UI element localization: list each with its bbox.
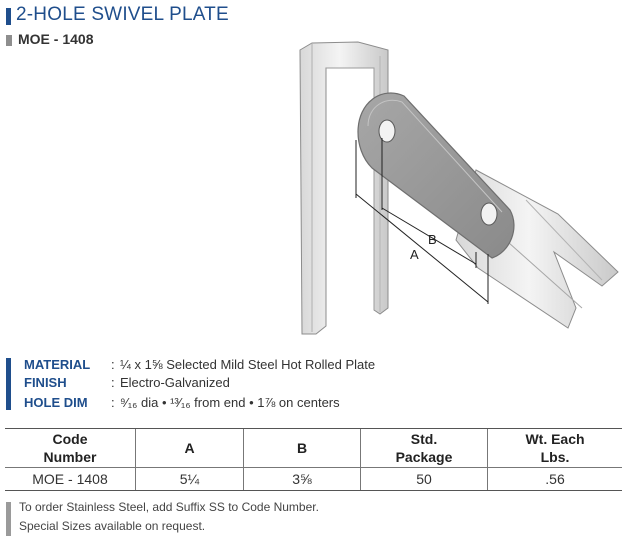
header-a bbox=[136, 429, 244, 468]
page-title: 2-HOLE SWIVEL PLATE bbox=[16, 4, 229, 25]
header-std-package bbox=[361, 429, 488, 468]
notes-accent-bar bbox=[6, 502, 11, 536]
vertical-channel-shape bbox=[300, 42, 388, 334]
cell-std-package: 50 bbox=[361, 468, 488, 491]
spec-colon: : bbox=[111, 395, 115, 410]
cell-weight: .56 bbox=[488, 468, 623, 491]
cell-a: 5¼ bbox=[136, 468, 244, 491]
spec-value: Electro-Galvanized bbox=[120, 375, 230, 390]
header-line: Package bbox=[395, 449, 453, 465]
header-line: Number bbox=[43, 449, 97, 465]
cell-b: 3⅝ bbox=[244, 468, 361, 491]
cell-code-number: MOE - 1408 bbox=[5, 468, 136, 491]
header-line: A bbox=[184, 440, 195, 456]
header-line: Code bbox=[52, 431, 88, 447]
swivel-plate-illustration bbox=[296, 40, 626, 350]
note-special-sizes: Special Sizes available on request. bbox=[19, 519, 206, 533]
subtitle-accent-bar bbox=[6, 35, 12, 46]
title-accent-bar bbox=[6, 8, 11, 25]
plate-hole-2 bbox=[481, 203, 497, 225]
spec-value: ⁹⁄₁₆ dia • ¹³⁄₁₆ from end • 1⅞ on centers bbox=[120, 395, 340, 410]
specs-accent-bar bbox=[6, 358, 11, 410]
product-table bbox=[5, 428, 622, 491]
plate-hole-1 bbox=[379, 120, 395, 142]
spec-label: FINISH bbox=[24, 375, 67, 390]
spec-value: ¼ x 1⅝ Selected Mild Steel Hot Rolled Plate bbox=[120, 357, 376, 372]
header-b bbox=[244, 429, 361, 468]
header-line: Wt. Each bbox=[525, 431, 585, 447]
header-line: Std. bbox=[410, 431, 438, 447]
header-line: Lbs. bbox=[540, 449, 570, 465]
spec-colon: : bbox=[111, 375, 115, 390]
dimension-label-b: B bbox=[428, 232, 437, 247]
dimension-label-a: A bbox=[410, 247, 419, 262]
part-number-subtitle: MOE - 1408 bbox=[18, 31, 94, 47]
table-row bbox=[5, 468, 622, 491]
note-stainless: To order Stainless Steel, add Suffix SS to Code Number. bbox=[19, 500, 319, 514]
header-weight bbox=[488, 429, 623, 468]
header-code-number bbox=[5, 429, 136, 468]
spec-colon: : bbox=[111, 357, 115, 372]
spec-label: MATERIAL bbox=[24, 357, 91, 372]
spec-label: HOLE DIM bbox=[24, 395, 88, 410]
header-line: B bbox=[296, 440, 308, 456]
table-header-row bbox=[5, 429, 622, 468]
